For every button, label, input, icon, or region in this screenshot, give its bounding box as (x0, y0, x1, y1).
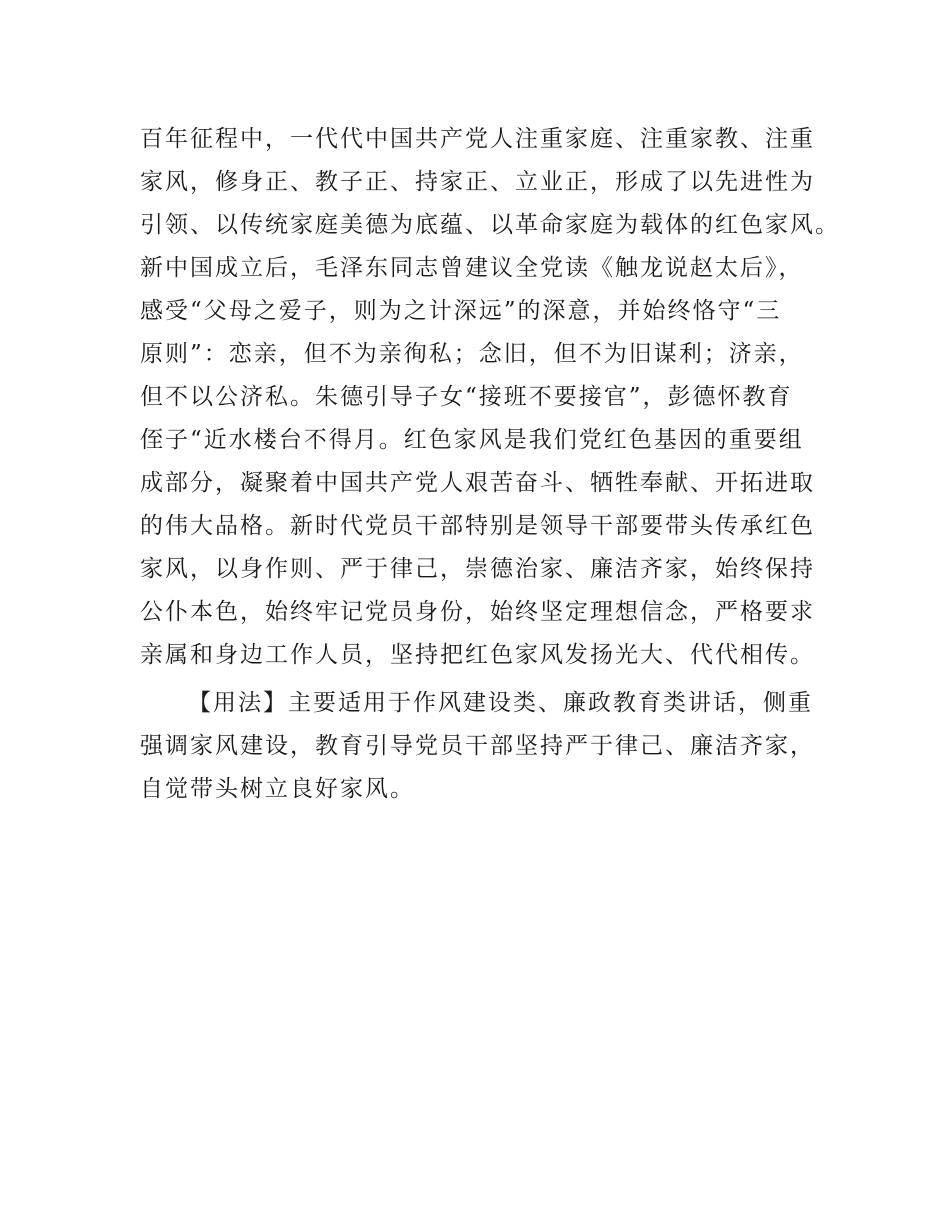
text-line: 家风，修身正、教子正、持家正、立业正，形成了以先进性为 (140, 169, 815, 195)
text-line: 强调家风建设，教育引导党员干部坚持严于律己、廉洁齐家， (140, 733, 815, 759)
text-line: 新中国成立后，毛泽东同志曾建议全党读《触龙说赵太后》， (140, 255, 804, 281)
text-line: 自觉带头树立良好家风。 (140, 776, 415, 802)
text-line: 引领、以传统家庭美德为底蕴、以革命家庭为载体的红色家风。 (140, 212, 840, 238)
text-line: 但不以公济私。朱德引导子女“接班不要接官”，彭德怀教育 (140, 384, 793, 410)
document-body (140, 118, 840, 811)
text-line: 原则”：恋亲，但不为亲徇私；念旧，但不为旧谋利；济亲， (140, 341, 804, 367)
text-line: 公仆本色，始终牢记党员身份，始终坚定理想信念，严格要求 (140, 599, 815, 625)
text-line: 感受“父母之爱子，则为之计深远”的深意，并始终恪守“三 (140, 298, 782, 324)
paragraph-usage-note (140, 682, 840, 811)
paragraph-red-family-style (140, 118, 840, 677)
text-line: 亲属和身边工作人员，坚持把红色家风发扬光大、代代相传。 (140, 642, 815, 668)
text-line: 百年征程中，一代代中国共产党人注重家庭、注重家教、注重 (140, 126, 815, 152)
text-line: 【用法】主要适用于作风建设类、廉政教育类讲话，侧重 (188, 690, 813, 716)
text-line: 的伟大品格。新时代党员干部特别是领导干部要带头传承红色 (140, 513, 815, 539)
text-line: 成部分，凝聚着中国共产党人艰苦奋斗、牺牲奉献、开拓进取 (140, 470, 815, 496)
text-line: 家风，以身作则、严于律己，崇德治家、廉洁齐家，始终保持 (140, 556, 815, 582)
text-line: 侄子“近水楼台不得月。红色家风是我们党红色基因的重要组 (140, 427, 804, 453)
